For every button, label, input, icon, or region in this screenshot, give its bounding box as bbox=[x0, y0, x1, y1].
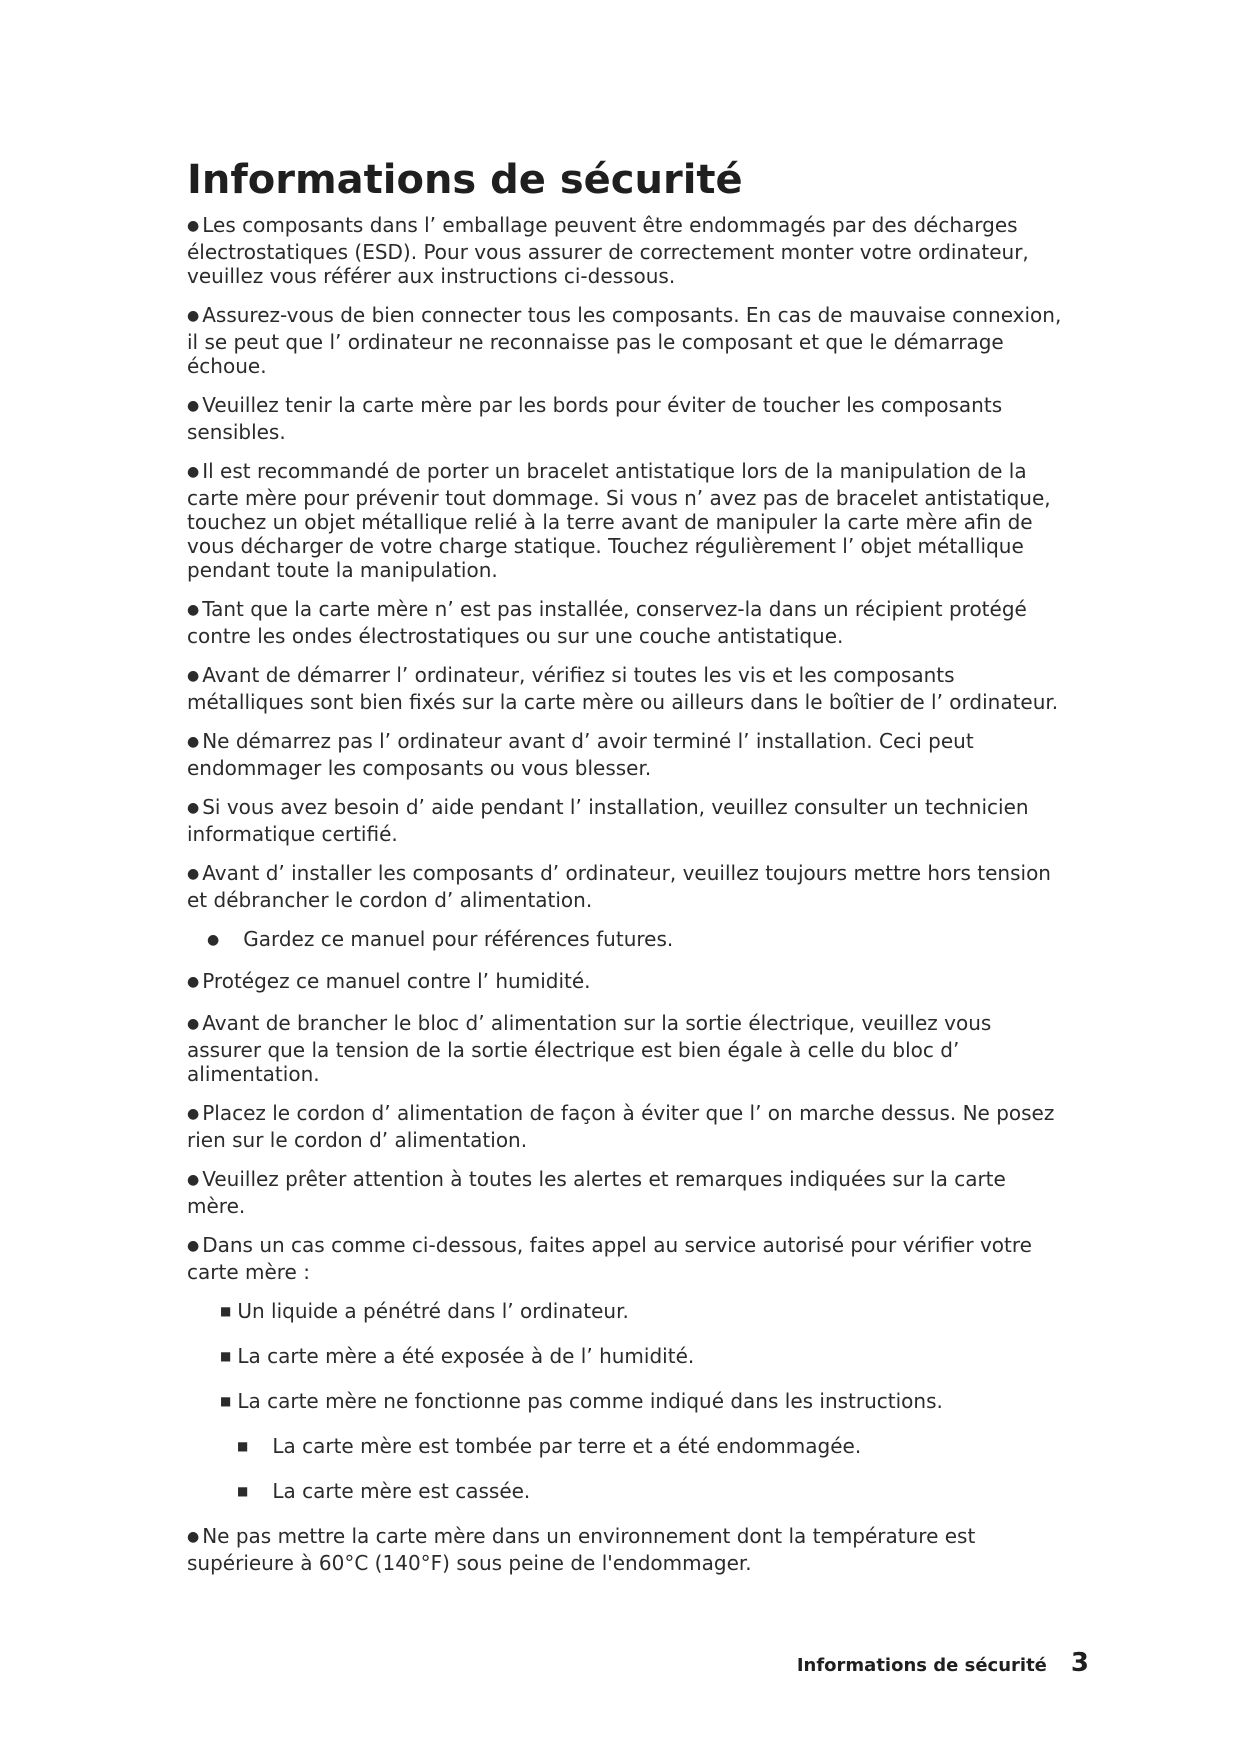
bullet-icon: ● bbox=[187, 800, 200, 816]
bullet-icon: ● bbox=[187, 734, 200, 750]
square-bullet-icon: ■ bbox=[237, 1484, 249, 1498]
bullet-icon: ● bbox=[187, 1106, 200, 1122]
page-title: Informations de sécurité bbox=[187, 157, 743, 203]
page-number: 3 bbox=[1070, 1648, 1089, 1678]
list-item: ● Protégez ce manuel contre l’ humidité. bbox=[187, 969, 591, 993]
bullet-icon: ● bbox=[187, 668, 200, 684]
list-item: ● Il est recommandé de porter un bracelet antistatique lors de la manipulation de la carte mère pour prévenir tout dommage. Si vous n’ avez pas de bracelet antistatique, touchez un objet métallique relié à la terre avant de manipuler la carte mère afin de vous décharger de votre charge statique. Touchez régulièrement l’ objet métallique pendant toute la manipulation. bbox=[187, 459, 1051, 582]
bullet-icon: ● bbox=[187, 464, 200, 480]
list-item: ● Assurez-vous de bien connecter tous les composants. En cas de mauvaise connexion, il se peut que l’ ordinateur ne reconnaisse pas le composant et que le démarrage échoue. bbox=[187, 303, 1062, 378]
list-item: ● Tant que la carte mère n’ est pas installée, conservez-la dans un récipient protégé contre les ondes électrostatiques ou sur une couche antistatique. bbox=[187, 597, 1027, 648]
bullet-icon: ● bbox=[187, 1172, 200, 1188]
bullet-icon: ● bbox=[187, 218, 200, 234]
bullet-icon: ● bbox=[187, 1529, 200, 1545]
square-bullet-icon: ■ bbox=[220, 1349, 232, 1363]
list-item: ● Dans un cas comme ci-dessous, faites appel au service autorisé pour vérifier votre carte mère : bbox=[187, 1233, 1032, 1284]
list-item: ● Placez le cordon d’ alimentation de façon à éviter que l’ on marche dessus. Ne posez rien sur le cordon d’ alimentation. bbox=[187, 1101, 1055, 1152]
bullet-icon: ● bbox=[187, 308, 200, 324]
list-item: ● Veuillez tenir la carte mère par les bords pour éviter de toucher les composants sensibles. bbox=[187, 393, 1003, 444]
list-item: ● Gardez ce manuel pour références futures. bbox=[207, 927, 674, 951]
list-item: ● Ne démarrez pas l’ ordinateur avant d’ avoir terminé l’ installation. Ceci peut endommager les composants ou vous blesser. bbox=[187, 729, 974, 780]
list-item: ● Veuillez prêter attention à toutes les alertes et remarques indiquées sur la carte mère. bbox=[187, 1167, 1006, 1218]
footer-section-title: Informations de sécurité bbox=[796, 1655, 1047, 1676]
bullet-icon: ● bbox=[207, 932, 220, 948]
list-item: ● Ne pas mettre la carte mère dans un environnement dont la température est supérieure à 60°C (140°F) sous peine de l'endommager. bbox=[187, 1524, 976, 1575]
list-item: ● Les composants dans l’ emballage peuvent être endommagés par des décharges électrostatiques (ESD). Pour vous assurer de correctement monter votre ordinateur, veuillez vous référer aux instructions ci-dessous. bbox=[187, 213, 1029, 288]
square-bullet-icon: ■ bbox=[220, 1304, 232, 1318]
sub-list-item: ■ La carte mère est cassée. bbox=[237, 1479, 531, 1503]
bullet-icon: ● bbox=[187, 1016, 200, 1032]
bullet-icon: ● bbox=[187, 602, 200, 618]
sub-list-item: ■ La carte mère est tombée par terre et a été endommagée. bbox=[237, 1434, 862, 1458]
page-footer bbox=[797, 1648, 1089, 1678]
sub-list-item: ■ La carte mère a été exposée à de l’ humidité. bbox=[220, 1344, 695, 1368]
list-item: ● Avant de brancher le bloc d’ alimentation sur la sortie électrique, veuillez vous assurer que la tension de la sortie électrique est bien égale à celle du bloc d’ alimentation. bbox=[187, 1011, 992, 1086]
sub-list-item: ■ Un liquide a pénétré dans l’ ordinateur. bbox=[220, 1299, 629, 1323]
list-item: ● Si vous avez besoin d’ aide pendant l’ installation, veuillez consulter un technicien informatique certifié. bbox=[187, 795, 1029, 846]
square-bullet-icon: ■ bbox=[237, 1439, 249, 1453]
sub-list-item: ■ La carte mère ne fonctionne pas comme indiqué dans les instructions. bbox=[220, 1389, 943, 1413]
list-item: ● Avant d’ installer les composants d’ ordinateur, veuillez toujours mettre hors tension et débrancher le cordon d’ alimentation. bbox=[187, 861, 1051, 912]
bullet-icon: ● bbox=[187, 974, 200, 990]
bullet-icon: ● bbox=[187, 1238, 200, 1254]
safety-list bbox=[187, 213, 1067, 1590]
bullet-icon: ● bbox=[187, 866, 200, 882]
bullet-icon: ● bbox=[187, 398, 200, 414]
list-item: ● Avant de démarrer l’ ordinateur, vérifiez si toutes les vis et les composants métalliques sont bien fixés sur la carte mère ou ailleurs dans le boîtier de l’ ordinateur. bbox=[187, 663, 1059, 714]
square-bullet-icon: ■ bbox=[220, 1394, 232, 1408]
